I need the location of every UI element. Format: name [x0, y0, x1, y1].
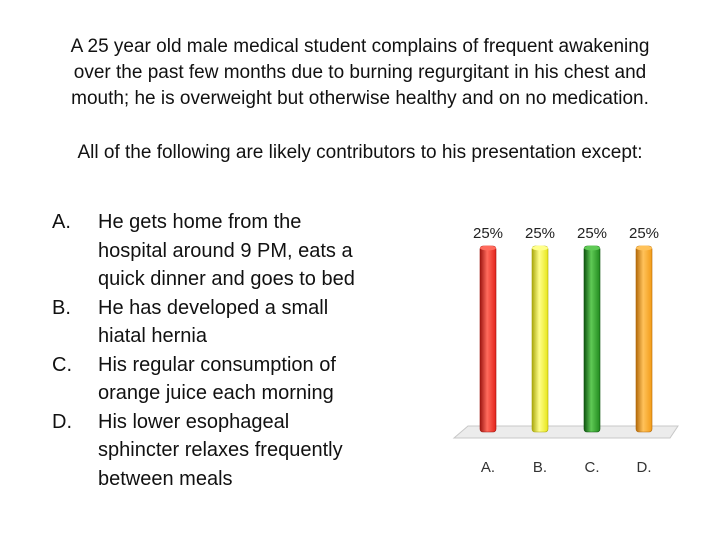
question-stem [30, 34, 690, 112]
option-text [98, 351, 392, 408]
bar-b [532, 246, 548, 432]
option-text [98, 294, 392, 351]
option-text [98, 408, 392, 494]
option-line: He gets home from the [98, 211, 302, 233]
category-label-group [481, 459, 652, 476]
stem-line: mouth; he is overweight but otherwise healthy and on no medication. [71, 88, 649, 109]
data-label: 25% [524, 225, 556, 242]
question-prompt: All of the following are likely contributors to his presentation except: [77, 142, 643, 163]
category-label: D. [636, 459, 652, 476]
bar-top-cap [480, 246, 496, 251]
stem-line: A 25 year old male medical student complains of frequent awakening [70, 36, 650, 57]
option-line: quick dinner and goes to bed [98, 268, 355, 290]
option-text [98, 208, 392, 294]
answer-option-a[interactable] [52, 208, 392, 294]
option-line: hiatal hernia [98, 325, 207, 347]
bar-d [636, 246, 652, 432]
answer-options [52, 208, 392, 493]
category-label: A. [480, 459, 496, 476]
option-letter: B. [52, 296, 71, 319]
answer-option-c[interactable] [52, 351, 392, 408]
bar-top-cap [636, 246, 652, 251]
bar-c [584, 246, 600, 432]
response-bar-chart [452, 212, 684, 492]
option-line: He has developed a small [98, 296, 329, 319]
option-line: orange juice each morning [98, 382, 334, 404]
bar-group [480, 246, 652, 433]
answer-option-d[interactable] [52, 408, 392, 494]
data-label: 25% [628, 225, 660, 242]
option-letter: D. [52, 410, 72, 433]
answer-option-b[interactable] [52, 294, 392, 351]
option-line: His lower esophageal [98, 410, 290, 433]
data-label-group [473, 225, 659, 242]
option-letter: C. [52, 353, 72, 376]
option-line: between meals [98, 467, 233, 490]
stem-line: over the past few months due to burning regurgitant in his chest and [73, 62, 647, 83]
data-label: 25% [472, 225, 504, 242]
bar-top-cap [584, 246, 600, 251]
data-label: 25% [576, 225, 608, 242]
category-label: C. [584, 459, 600, 476]
option-line: sphincter relaxes frequently [98, 439, 343, 461]
option-letter: A. [52, 211, 71, 233]
option-line: His regular consumption of [98, 353, 336, 376]
category-label: B. [532, 459, 548, 476]
bar-a [480, 246, 496, 432]
bar-top-cap [532, 246, 548, 251]
option-line: hospital around 9 PM, eats a [98, 239, 353, 262]
bar-chart-svg [452, 212, 684, 492]
